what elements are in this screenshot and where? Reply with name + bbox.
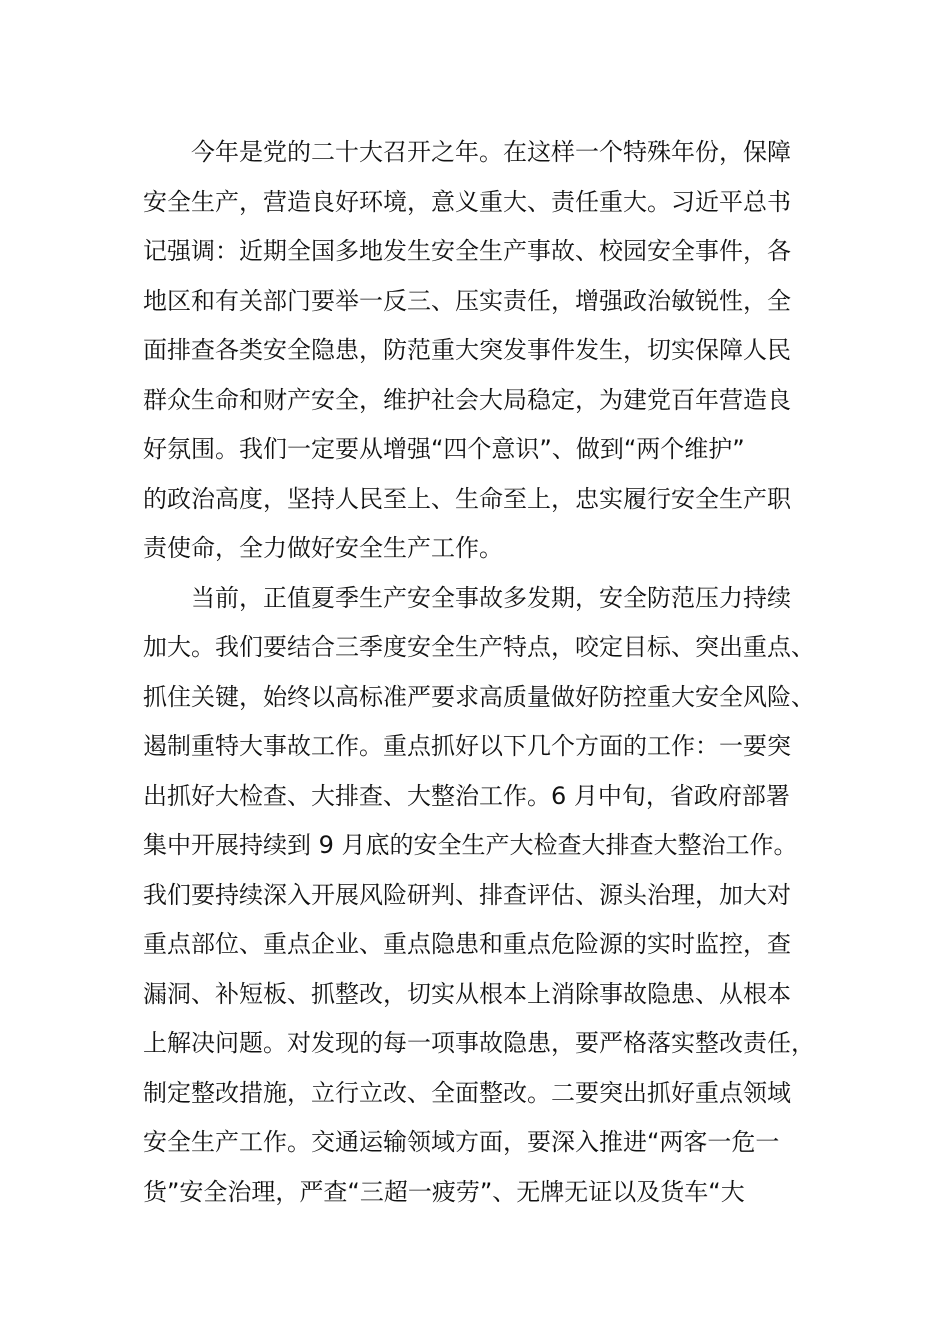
text-line: 安全生产，营造良好环境，意义重大、责任重大。习近平总书: [143, 187, 791, 216]
text-line: 今年是党的二十大召开之年。在这样一个特殊年份，保障: [191, 138, 791, 166]
text-line: 遏制重特大事故工作。重点抓好以下几个方面的工作：一要突: [143, 732, 791, 760]
text-line: 的政治高度，坚持人民至上、生命至上，忠实履行安全生产职: [143, 484, 791, 513]
text-line: 加大。我们要结合三季度安全生产特点，咬定目标、突出重点、: [143, 633, 815, 661]
text-line: 货”安全治理，严查“三超一疲劳”、无牌无证以及货车“大: [143, 1177, 745, 1206]
body-text: [143, 128, 815, 1217]
text-line: 出抓好大检查、大排查、大整治工作。6 月中旬，省政府部署: [143, 781, 790, 810]
text-line: 我们要持续深入开展风险研判、排查评估、源头治理，加大对: [143, 880, 791, 909]
text-line: 地区和有关部门要举一反三、压实责任，增强政治敏锐性，全: [143, 286, 791, 315]
text-line: 集中开展持续到 9 月底的安全生产大检查大排查大整治工作。: [143, 831, 798, 859]
text-line: 责使命，全力做好安全生产工作。: [143, 534, 503, 562]
text-line: 重点部位、重点企业、重点隐患和重点危险源的实时监控，查: [143, 930, 791, 958]
text-line: 面排查各类安全隐患，防范重大突发事件发生，切实保障人民: [143, 336, 791, 364]
text-line: 好氛围。我们一定要从增强“四个意识”、做到“两个维护”: [143, 435, 745, 463]
text-line: 记强调：近期全国多地发生安全生产事故、校园安全事件，各: [143, 237, 791, 265]
text-line: 上解决问题。对发现的每一项事故隐患，要严格落实整改责任，: [143, 1029, 815, 1057]
text-line: 群众生命和财产安全，维护社会大局稳定，为建党百年营造良: [143, 385, 791, 414]
text-line: 抓住关键，始终以高标准严要求高质量做好防控重大安全风险、: [143, 682, 815, 711]
text-line: 制定整改措施，立行立改、全面整改。二要突出抓好重点领域: [143, 1078, 791, 1107]
text-line: 漏洞、补短板、抓整改，切实从根本上消除事故隐患、从根本: [143, 979, 791, 1008]
text-line: 安全生产工作。交通运输领域方面，要深入推进“两客一危一: [143, 1128, 780, 1156]
text-line: 当前，正值夏季生产安全事故多发期，安全防范压力持续: [191, 583, 791, 612]
